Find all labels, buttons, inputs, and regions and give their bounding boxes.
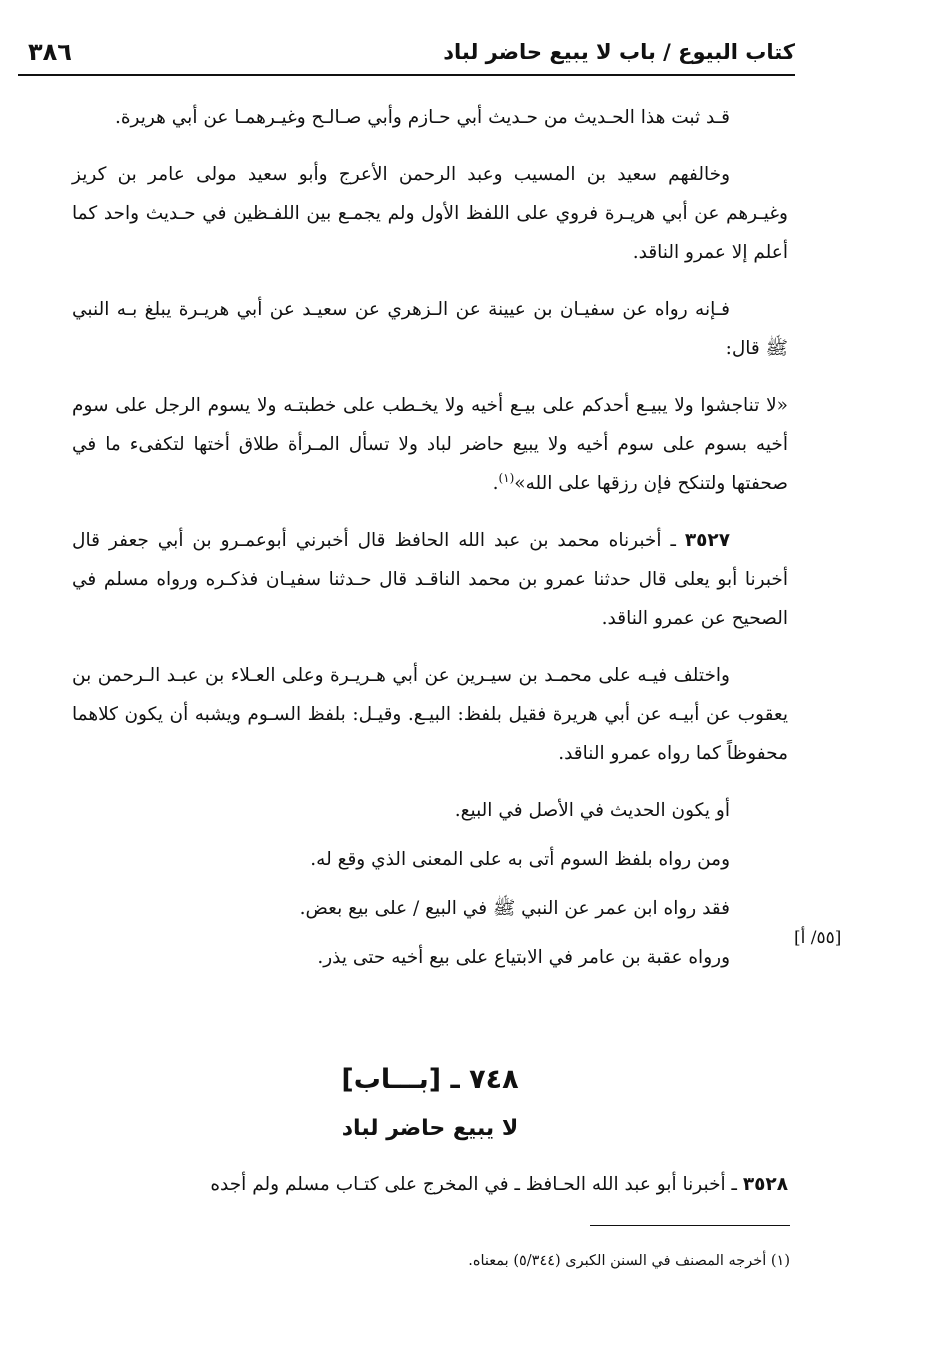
text-line: فقد رواه ابن عمر عن النبي ﷺ في البيع / على بيع بعض. [299, 898, 730, 919]
chapter-title: لا يبيع حاضر لباد [341, 1116, 519, 1141]
hadith-end: . [492, 473, 499, 494]
narration-number: ٣٥٢٨ [742, 1174, 788, 1195]
footnote [72, 1248, 790, 1274]
narration-text: ـ أخبرناه محمد بن عبد الله الحافظ قال أخبرني أبوعمـرو بن أبي جعفر قال أخبرنا أبو يعلى قال حدثنا عمرو بن محمد الناقـد قال حـدثنا سفيـان فذكـره ورواه مسلم في الصحيح عن عمرو الناقد. [72, 530, 788, 629]
hadith-text: «لا تناجشوا ولا يبيـع أحدكم على بيـع أخيه ولا يخـطب على خطبتـه ولا يسوم الرجل على سوم أخيه بسوم على سوم أخيه ولا يبيع حاضر لباد ولا تسأل المـرأة طلاق أختها لتكفىء ما في صحفتها ولتنكح فإن رزقها على الله» [72, 395, 788, 494]
narration-3528 [72, 1165, 788, 1204]
paragraph: فـإنه رواه عن سفيـان بن عيينة عن الـزهري عن سعيـد عن أبي هريـرة يبلغ بـه النبي ﷺ قال: [72, 299, 788, 359]
footnote-reference: (١) [498, 470, 515, 485]
paragraph: واختلف فيـه على محمـد بن سيـرين عن أبي هـريـرة وعلى العـلاء بن عبـد الـرحمن بن يعقوب عن أبيـه عن أبي هريرة فقيل بلفظ: البيـع. وقيـل: بلفظ السـوم ويشبه أن يكون كلاهما محفوظاً كما رواه عمرو الناقد. [72, 665, 788, 764]
page-header [18, 36, 795, 76]
footnote-text: أخرجه المصنف في السنن الكبرى (٥/٣٤٤) بمعناه. [468, 1253, 771, 1269]
page-number: ٣٨٦ [28, 38, 72, 66]
footnote-divider [590, 1225, 790, 1226]
paragraph: قـد ثبت هذا الحـديث من حـديث أبي حـازم وأبي صـالـح وغيـرهمـا عن أبي هريرة. [114, 107, 730, 128]
chapter-number: ٧٤٨ ـ [بـــاب] [341, 1064, 519, 1095]
text-line: ورواه عقبة بن عامر في الابتياع على بيع أخيه حتى يذر. [317, 947, 730, 968]
main-text [72, 98, 788, 987]
text-line: ومن رواه بلفظ السوم أتى به على المعنى الذي وقع له. [310, 849, 730, 870]
text-line: أو يكون الحديث في الأصل في البيع. [454, 800, 730, 821]
manuscript-folio-note: [٥٥/ أ] [794, 928, 842, 948]
hadith-quote [72, 386, 788, 503]
running-title: كتاب البيوع / باب لا يبيع حاضر لباد [443, 40, 795, 64]
narration-number: ٣٥٢٧ [684, 530, 730, 551]
narration-text: ـ أخبرنا أبو عبد الله الحـافظ ـ في المخرج على كتـاب مسلم ولم أجده [210, 1174, 743, 1195]
paragraph: وخالفهم سعيد بن المسيب وعبد الرحمن الأعرج وأبو سعيد مولى عامر بن كريز وغيـرهم عن أبي هريـرة فروي على اللفظ الأول ولم يجمـع بين اللفـظين في حـديث واحد كما أعلم إلا عمرو الناقد. [72, 164, 788, 263]
narration-3527 [72, 521, 788, 638]
footnote-marker: (١) [770, 1253, 790, 1269]
